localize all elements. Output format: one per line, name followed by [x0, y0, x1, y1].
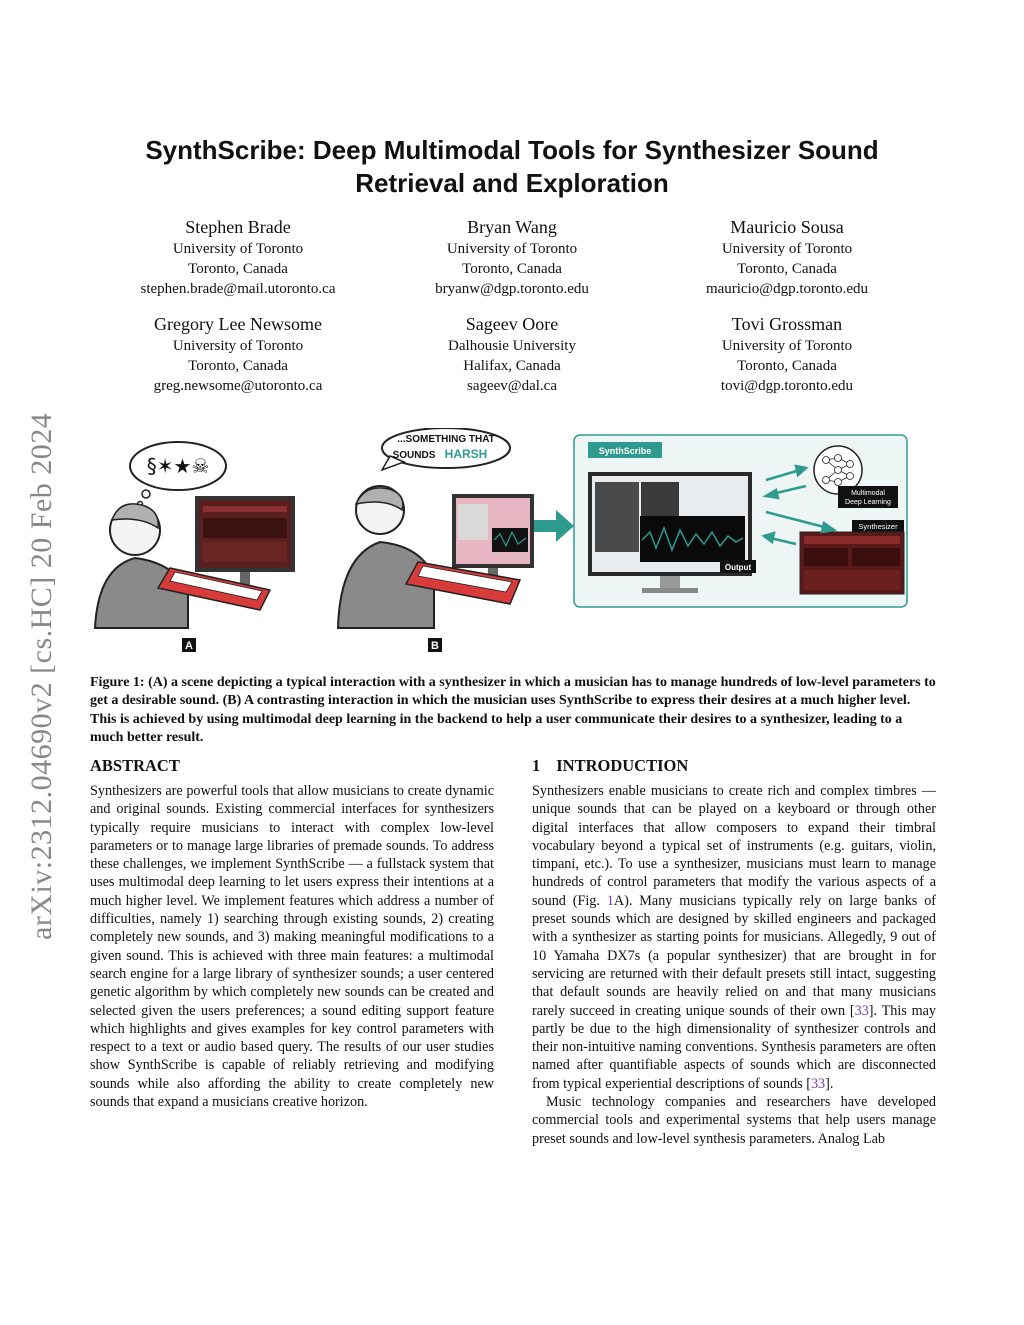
author-block — [93, 312, 383, 396]
intro-text: ]. This may partly be due to the high dimensionality of synthesizer controls and their non-intuitive naming conventions. Synthesis parameters are often named after quantifiable aspects of sounds which are disconnected from typical experiential descriptions of sounds [ — [532, 1002, 936, 1092]
grawlix-symbols: §✶★☠ — [146, 454, 210, 478]
figure-ref-link[interactable]: 1 — [606, 892, 614, 909]
author-name: Tovi Grossman — [731, 314, 843, 334]
section-title: INTRODUCTION — [556, 756, 689, 775]
author-location: Toronto, Canada — [737, 261, 837, 277]
arxiv-stamp: arXiv:2312.04690v2 [cs.HC] 20 Feb 2024 — [25, 412, 58, 940]
citation-link[interactable]: 33 — [810, 1075, 826, 1092]
author-email[interactable]: sageev@dal.ca — [466, 378, 557, 394]
synthscribe-tag-label: SynthScribe — [598, 446, 652, 456]
intro-paragraph-2: Music technology companies and researchers have developed commercial tools and experimental systems that help users manage preset sounds and low-level synthesis parameters. Analog Lab — [532, 1094, 936, 1147]
author-block — [642, 312, 932, 396]
author-location: Toronto, Canada — [737, 358, 837, 374]
author-email[interactable]: greg.newsome@utoronto.ca — [153, 378, 323, 394]
author-name: Stephen Brade — [185, 217, 291, 237]
speech-word-harsh: HARSH — [444, 447, 488, 461]
intro-text: ]. — [825, 1075, 834, 1092]
author-name: Bryan Wang — [467, 217, 557, 237]
author-email[interactable]: mauricio@dgp.toronto.edu — [705, 281, 869, 297]
author-block — [367, 215, 657, 299]
author-affiliation: University of Toronto — [446, 241, 578, 257]
right-column — [532, 756, 936, 1148]
author-name: Gregory Lee Newsome — [154, 314, 322, 334]
author-email[interactable]: tovi@dgp.toronto.edu — [720, 378, 854, 394]
paper-title-line-1: SynthScribe: Deep Multimodal Tools for Synthesizer Sound — [145, 135, 879, 165]
mdl-label-line-1: Multimodal — [851, 490, 885, 497]
panel-b-scene — [338, 428, 534, 652]
author-email[interactable]: stephen.brade@mail.utoronto.ca — [140, 281, 336, 297]
abstract-body: Synthesizers are powerful tools that allow musicians to create dynamic and original sounds. Existing commercial interfaces for synthesizers typically require musicians to interact with complex low-level parameters or to manage large libraries of premade sounds. To address these challenges, we implement SynthScribe — a fullstack system that uses multimodal deep learning to let users express their intentions at a much higher level. We implement features which address a number of difficulties, namely 1) searching through existing sounds, 2) creating completely new sounds, and 3) making meaningful modifications to a given sound. This is achieved with three main features: a multimodal search engine for a large library of synthesizer sounds; a user centered genetic algorithm by which completely new sounds can be created and selected given the users preferences; a sound editing support feature which highlights and gives examples for key control parameters with respect to a text or audio based query. The results of our user studies show SynthScribe is capable of reliably retrieving and modifying sounds while also affording the ability to create completely new sounds that expand a musicians creative horizon. — [90, 783, 494, 1111]
paper-title — [90, 134, 934, 200]
intro-paragraph-1 — [532, 782, 936, 1093]
author-affiliation: University of Toronto — [721, 241, 853, 257]
panel-a-scene — [95, 442, 295, 652]
author-location: Toronto, Canada — [188, 358, 288, 374]
thought-dot — [142, 490, 150, 498]
author-location: Toronto, Canada — [462, 261, 562, 277]
citation-link[interactable]: 33 — [854, 1002, 869, 1019]
author-email[interactable]: bryanw@dgp.toronto.edu — [435, 281, 589, 297]
author-location: Toronto, Canada — [188, 261, 288, 277]
mdl-label-line-2: Deep Learning — [845, 499, 891, 506]
introduction-heading — [532, 756, 936, 776]
panel-a-label: A — [185, 640, 193, 652]
left-column — [90, 756, 494, 1111]
intro-text: A). Many musicians typically rely on large banks of preset sounds which are designed by skilled engineers and packaged with a synthesizer as starting points for musicians. Allegedly, 9 out of 10 Yamaha DX7s (a popular synthesizer) that are brought in for servicing are returned with their default presets still intact, suggesting that default sounds are heavily relied on and that many musicians rarely succeed in creating unique sounds of their own [ — [532, 892, 937, 1019]
author-affiliation: University of Toronto — [172, 338, 304, 354]
speech-line-2: SOUNDS — [392, 450, 436, 461]
section-number: 1 — [532, 756, 541, 775]
author-affiliation: University of Toronto — [172, 241, 304, 257]
paper-title-line-2: Retrieval and Exploration — [355, 168, 669, 198]
transition-arrow — [534, 510, 574, 542]
author-affiliation: University of Toronto — [721, 338, 853, 354]
synth-label: Synthesizer — [858, 522, 898, 531]
author-location: Halifax, Canada — [463, 358, 561, 374]
author-name: Sageev Oore — [465, 314, 559, 334]
output-label: Output — [724, 563, 752, 572]
speech-line-1: ...SOMETHING THAT — [397, 434, 495, 445]
author-name: Mauricio Sousa — [730, 217, 844, 237]
intro-text: Synthesizers enable musicians to create rich and complex timbres — unique sounds that can be played on a keyboard or through other digital interfaces that allow composers to expand their timbral vocabulary beyond a typical set of instruments (e.g. guitars, violin, timpani, etc.). To use a synthesizer, musicians must learn to manage hundreds of control parameters that modify the various aspects of a sound (Fig. — [532, 783, 936, 909]
panel-b-label: B — [431, 640, 439, 652]
author-block — [93, 215, 383, 299]
author-block — [642, 215, 932, 299]
author-affiliation: Dalhousie University — [448, 338, 576, 354]
author-block — [367, 312, 657, 396]
figure-caption: Figure 1: (A) a scene depicting a typical interaction with a synthesizer in which a musician has to manage hundreds of low-level parameters to get a desirable sound. (B) A contrasting interaction in which the musician uses SynthScribe to express their desires at a much higher level. This is achieved by using multimodal deep learning in the backend to help a user communicate their desires to a synthesizer, leading to a much better result. — [90, 675, 936, 746]
figure-1 — [90, 428, 936, 658]
abstract-heading: ABSTRACT — [90, 756, 180, 775]
system-overview-panel — [574, 435, 907, 607]
